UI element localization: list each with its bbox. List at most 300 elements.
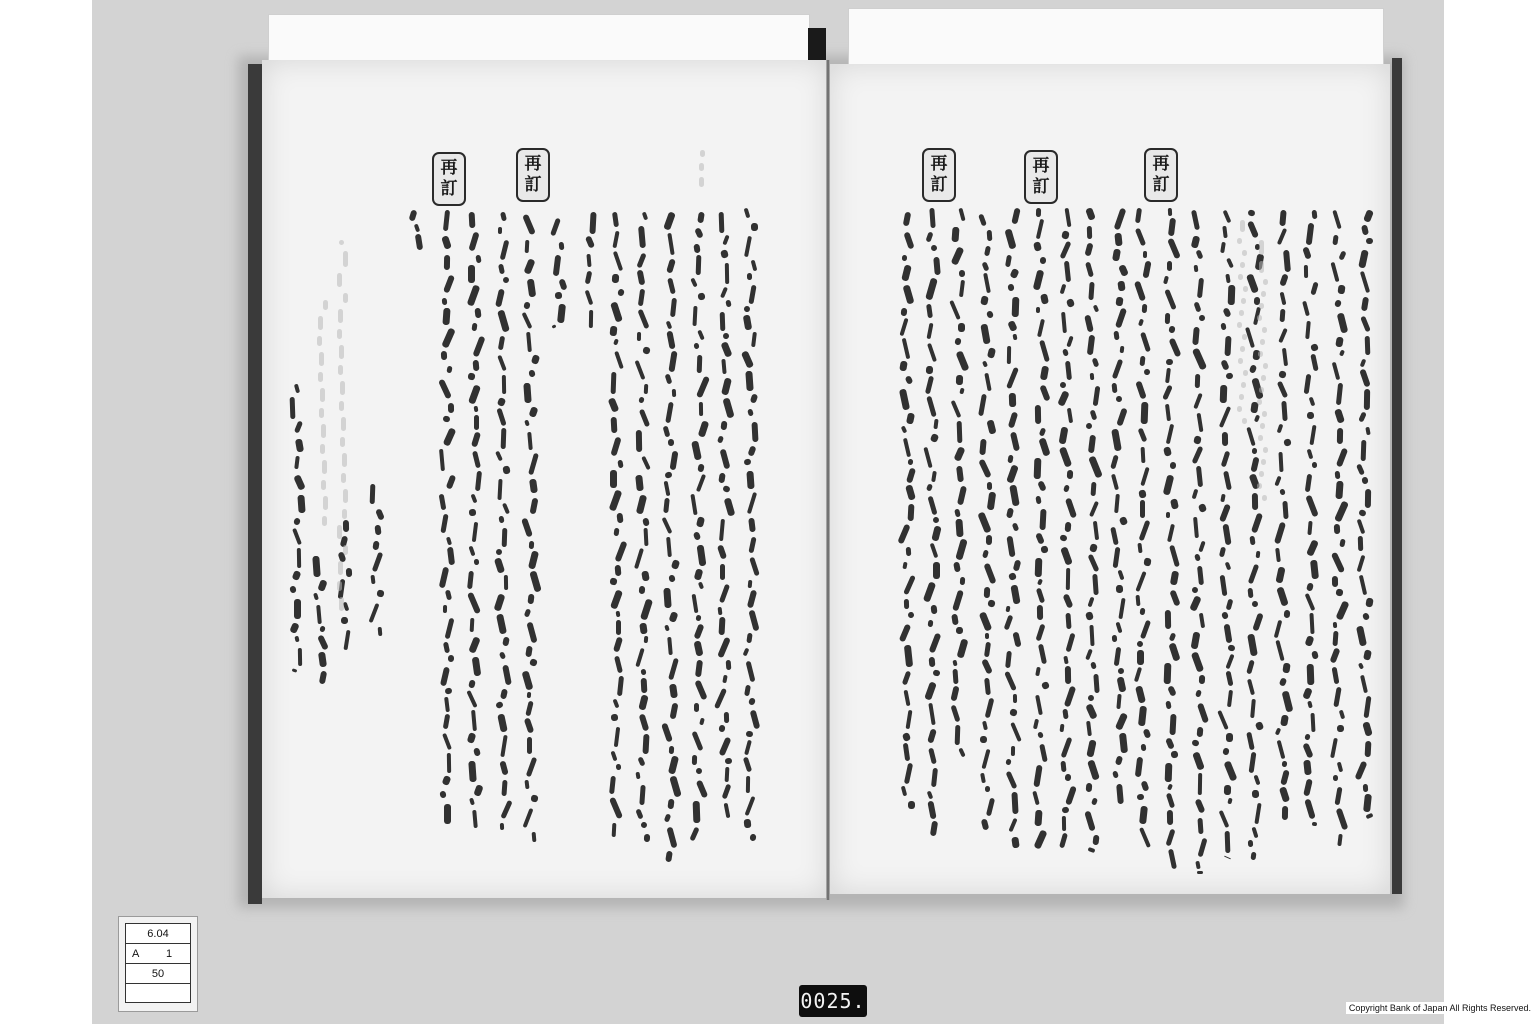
bleed-through-stroke bbox=[1259, 240, 1264, 255]
bleed-through-stroke bbox=[338, 309, 343, 323]
ink-stroke bbox=[470, 618, 475, 632]
ink-stroke bbox=[1166, 359, 1173, 365]
catalog-empty-cell bbox=[125, 983, 191, 1003]
ink-stroke bbox=[1065, 666, 1071, 684]
ink-stroke bbox=[694, 703, 699, 712]
ink-stroke bbox=[444, 255, 450, 270]
ink-stroke bbox=[644, 528, 649, 546]
catalog-label bbox=[118, 916, 198, 1012]
ink-stroke bbox=[1011, 792, 1018, 814]
bleed-through-stroke bbox=[337, 273, 342, 287]
ink-stroke bbox=[447, 753, 451, 773]
ink-stroke bbox=[1039, 509, 1046, 530]
ink-stroke bbox=[1012, 297, 1020, 317]
ink-stroke bbox=[751, 223, 758, 231]
bleed-through-stroke bbox=[342, 453, 347, 467]
ink-stroke bbox=[699, 402, 703, 416]
ink-stroke bbox=[502, 375, 506, 394]
bleed-through-stroke bbox=[1237, 322, 1242, 328]
ink-stroke bbox=[984, 587, 991, 598]
ink-stroke bbox=[644, 384, 649, 394]
ink-stroke bbox=[642, 734, 649, 754]
bleed-through-stroke bbox=[337, 581, 342, 591]
ink-stroke bbox=[697, 355, 703, 373]
bleed-through-stroke bbox=[1243, 370, 1248, 376]
copyright-notice: Copyright Bank of Japan All Rights Reserved. bbox=[1346, 1002, 1534, 1014]
ink-stroke bbox=[589, 310, 593, 328]
ink-stroke bbox=[726, 660, 732, 670]
bleed-through-stroke bbox=[1262, 327, 1267, 333]
seal-char: 再 bbox=[1032, 156, 1050, 176]
ink-stroke bbox=[1117, 281, 1125, 292]
bleed-through-stroke bbox=[340, 381, 345, 395]
ink-stroke bbox=[719, 617, 726, 635]
bleed-through-stroke bbox=[322, 460, 327, 474]
bleed-through-stroke bbox=[1260, 339, 1265, 345]
bleed-through-stroke bbox=[1258, 435, 1263, 441]
ink-stroke bbox=[1034, 810, 1042, 826]
ink-stroke bbox=[448, 655, 454, 662]
ink-stroke bbox=[341, 617, 348, 624]
ink-stroke bbox=[1220, 323, 1226, 331]
ink-stroke bbox=[1312, 210, 1318, 219]
ink-stroke bbox=[1141, 402, 1149, 424]
ink-stroke bbox=[960, 577, 966, 585]
revision-seal bbox=[1144, 148, 1178, 202]
ink-stroke bbox=[641, 570, 650, 581]
ink-stroke bbox=[663, 588, 671, 608]
ink-stroke bbox=[1307, 412, 1314, 419]
ink-stroke bbox=[724, 712, 729, 723]
ink-stroke bbox=[611, 417, 618, 433]
bleed-through-stroke bbox=[339, 345, 344, 359]
ink-stroke bbox=[719, 212, 725, 233]
ink-stroke bbox=[616, 611, 621, 618]
ink-stroke bbox=[297, 495, 305, 513]
ink-stroke bbox=[1225, 831, 1231, 853]
ink-stroke bbox=[1165, 763, 1173, 782]
ink-stroke bbox=[1252, 493, 1258, 510]
ink-stroke bbox=[1060, 761, 1066, 772]
ink-stroke bbox=[1199, 675, 1205, 684]
ink-stroke bbox=[748, 580, 753, 588]
ink-stroke bbox=[532, 832, 537, 842]
ink-stroke bbox=[985, 633, 989, 639]
bleed-through-stroke bbox=[1258, 351, 1263, 357]
ink-stroke bbox=[611, 372, 617, 394]
ink-stroke bbox=[1165, 313, 1170, 324]
binding-gutter bbox=[808, 28, 826, 62]
ink-stroke bbox=[692, 755, 697, 765]
bleed-through-stroke bbox=[1259, 303, 1264, 309]
ink-stroke bbox=[498, 516, 504, 524]
ink-stroke bbox=[501, 428, 507, 449]
revision-seal bbox=[432, 152, 466, 206]
ink-stroke bbox=[1141, 744, 1147, 751]
ink-stroke bbox=[1365, 741, 1372, 757]
ink-stroke bbox=[609, 326, 617, 337]
ink-stroke bbox=[980, 736, 987, 743]
ink-stroke bbox=[523, 383, 531, 403]
seal-char: 再 bbox=[930, 154, 948, 174]
bleed-through-stroke bbox=[1237, 406, 1242, 412]
ink-stroke bbox=[1011, 837, 1019, 849]
seal-char: 再 bbox=[1152, 154, 1170, 174]
frame-number: 0025. bbox=[799, 985, 867, 1017]
bleed-through-stroke bbox=[343, 293, 348, 303]
ink-stroke bbox=[644, 636, 649, 643]
bleed-through-stroke bbox=[699, 177, 704, 187]
bleed-through-stroke bbox=[1261, 375, 1266, 381]
ink-stroke bbox=[1034, 458, 1042, 479]
ink-stroke bbox=[747, 273, 752, 280]
ink-stroke bbox=[1167, 261, 1172, 271]
bleed-through-stroke bbox=[1262, 495, 1267, 501]
ink-stroke bbox=[956, 627, 963, 634]
ink-stroke bbox=[525, 240, 530, 253]
ink-stroke bbox=[1333, 622, 1338, 628]
ink-stroke bbox=[615, 565, 622, 576]
bleed-through-stroke bbox=[343, 251, 348, 267]
ink-stroke bbox=[504, 575, 508, 590]
right-cover-edge bbox=[1392, 58, 1402, 894]
ink-stroke bbox=[1222, 432, 1228, 446]
ink-stroke bbox=[610, 470, 617, 488]
ink-stroke bbox=[957, 421, 963, 443]
ink-stroke bbox=[527, 692, 532, 698]
ink-stroke bbox=[1166, 512, 1170, 518]
ink-stroke bbox=[469, 212, 476, 228]
ink-stroke bbox=[1248, 840, 1253, 847]
bleed-through-stroke bbox=[1263, 363, 1268, 369]
ink-stroke bbox=[294, 599, 301, 619]
ink-stroke bbox=[955, 519, 963, 537]
ink-stroke bbox=[951, 227, 959, 242]
bleed-through-stroke bbox=[1257, 399, 1262, 405]
ink-stroke bbox=[1282, 806, 1288, 820]
ink-stroke bbox=[718, 607, 723, 615]
ink-stroke bbox=[498, 227, 502, 234]
ink-stroke bbox=[644, 834, 650, 842]
ink-stroke bbox=[612, 823, 617, 837]
ink-stroke bbox=[1035, 558, 1043, 577]
ink-stroke bbox=[468, 761, 476, 782]
ink-stroke bbox=[746, 471, 754, 489]
bleed-through-stroke bbox=[338, 365, 343, 375]
ink-stroke bbox=[1358, 536, 1364, 551]
left-cover-edge bbox=[248, 64, 262, 904]
bleed-through-stroke bbox=[1261, 459, 1266, 465]
ink-stroke bbox=[1113, 331, 1119, 341]
left-page-stack bbox=[268, 14, 810, 66]
ink-stroke bbox=[1337, 428, 1343, 444]
bleed-through-stroke bbox=[321, 480, 326, 490]
ink-stroke bbox=[503, 277, 509, 283]
bleed-through-stroke bbox=[699, 163, 704, 171]
seal-char: 訂 bbox=[524, 175, 542, 195]
ink-stroke bbox=[933, 562, 940, 579]
ink-stroke bbox=[668, 439, 674, 446]
seal-char: 再 bbox=[440, 158, 458, 178]
bleed-through-stroke bbox=[342, 509, 347, 519]
ink-stroke bbox=[297, 548, 301, 568]
ink-stroke bbox=[1164, 663, 1172, 684]
revision-seal bbox=[1024, 150, 1058, 204]
ink-stroke bbox=[693, 244, 700, 254]
ink-stroke bbox=[1168, 208, 1172, 216]
ink-stroke bbox=[1252, 790, 1260, 798]
ink-stroke bbox=[744, 819, 752, 829]
bleed-through-stroke bbox=[1241, 382, 1246, 388]
bleed-through-stroke bbox=[1259, 471, 1264, 477]
ink-stroke bbox=[955, 725, 961, 745]
bleed-through-stroke bbox=[1259, 261, 1264, 273]
bleed-through-stroke bbox=[321, 424, 326, 438]
ink-stroke bbox=[637, 332, 641, 341]
ink-stroke bbox=[442, 298, 448, 305]
bleed-through-stroke bbox=[318, 372, 323, 382]
right-page-stack bbox=[848, 8, 1384, 66]
bleed-through-stroke bbox=[1263, 279, 1268, 285]
ink-stroke bbox=[502, 528, 508, 547]
ink-stroke bbox=[1197, 871, 1203, 874]
ink-stroke bbox=[1303, 760, 1312, 776]
ink-stroke bbox=[725, 767, 730, 782]
ink-stroke bbox=[346, 568, 352, 577]
bleed-through-stroke bbox=[340, 437, 345, 447]
ink-stroke bbox=[1332, 631, 1338, 646]
ink-stroke bbox=[1066, 568, 1070, 590]
bleed-through-stroke bbox=[343, 545, 348, 555]
catalog-volume: 50 bbox=[125, 963, 191, 985]
ink-stroke bbox=[1247, 588, 1253, 598]
ink-stroke bbox=[1335, 471, 1341, 479]
bleed-through-stroke bbox=[1238, 274, 1243, 280]
ink-stroke bbox=[1194, 265, 1199, 272]
bleed-through-stroke bbox=[318, 316, 323, 330]
ink-stroke bbox=[1037, 605, 1043, 620]
bleed-through-stroke bbox=[320, 388, 325, 402]
bleed-through-stroke bbox=[1260, 423, 1265, 429]
ink-stroke bbox=[1141, 447, 1146, 463]
ink-stroke bbox=[639, 623, 647, 635]
bleed-through-stroke bbox=[343, 489, 348, 503]
ink-stroke bbox=[959, 270, 965, 277]
ink-stroke bbox=[958, 323, 965, 332]
ink-stroke bbox=[1170, 462, 1176, 469]
ink-stroke bbox=[1249, 536, 1255, 546]
ink-stroke bbox=[378, 627, 383, 636]
ink-stroke bbox=[1332, 576, 1338, 587]
ink-stroke bbox=[906, 547, 912, 556]
ink-stroke bbox=[1142, 304, 1148, 313]
ink-stroke bbox=[1366, 238, 1373, 244]
ink-stroke bbox=[641, 678, 648, 693]
ink-stroke bbox=[720, 564, 725, 580]
bleed-through-stroke bbox=[1237, 238, 1242, 244]
ink-stroke bbox=[1116, 585, 1124, 593]
catalog-code: 6.04 bbox=[125, 923, 191, 945]
revision-seal bbox=[516, 148, 550, 202]
ink-stroke bbox=[559, 242, 565, 250]
ink-stroke bbox=[987, 482, 992, 490]
bleed-through-stroke bbox=[1239, 310, 1244, 316]
ink-stroke bbox=[1062, 816, 1066, 831]
bleed-through-stroke bbox=[323, 496, 328, 510]
ink-stroke bbox=[1312, 822, 1317, 827]
bleed-through-stroke bbox=[319, 408, 324, 418]
ink-stroke bbox=[952, 669, 958, 684]
ink-stroke bbox=[908, 504, 915, 521]
bleed-through-stroke bbox=[339, 401, 344, 411]
bleed-through-stroke bbox=[1257, 483, 1262, 489]
ink-stroke bbox=[1197, 818, 1203, 834]
ink-stroke bbox=[1224, 785, 1231, 795]
bleed-through-stroke bbox=[1242, 418, 1247, 424]
ink-stroke bbox=[1137, 650, 1144, 665]
ink-stroke bbox=[443, 605, 447, 613]
seal-char: 訂 bbox=[930, 175, 948, 195]
ink-stroke bbox=[930, 605, 937, 615]
revision-seal bbox=[922, 148, 956, 202]
ink-stroke bbox=[312, 556, 320, 577]
ink-stroke bbox=[343, 520, 349, 532]
ink-stroke bbox=[1195, 374, 1200, 388]
catalog-series-letter: A bbox=[132, 948, 140, 960]
bleed-through-stroke bbox=[338, 561, 343, 575]
bleed-through-stroke bbox=[320, 444, 325, 454]
ink-stroke bbox=[616, 620, 621, 635]
ink-stroke bbox=[589, 212, 596, 234]
bleed-through-stroke bbox=[337, 525, 342, 539]
bleed-through-stroke bbox=[1240, 346, 1245, 352]
ink-stroke bbox=[1363, 784, 1369, 792]
ink-stroke bbox=[725, 263, 729, 284]
ink-stroke bbox=[751, 422, 758, 442]
ink-stroke bbox=[696, 255, 702, 275]
ink-stroke bbox=[1169, 714, 1176, 735]
ink-stroke bbox=[500, 823, 504, 830]
ink-stroke bbox=[1009, 393, 1016, 407]
ink-stroke bbox=[444, 804, 451, 824]
seal-char: 訂 bbox=[440, 179, 458, 199]
bleed-through-stroke bbox=[1241, 298, 1246, 304]
bleed-through-stroke bbox=[700, 150, 705, 157]
ink-stroke bbox=[448, 403, 454, 413]
ink-stroke bbox=[693, 801, 701, 823]
ink-stroke bbox=[929, 657, 936, 667]
ink-stroke bbox=[1013, 694, 1017, 703]
bleed-through-stroke bbox=[341, 473, 346, 483]
ink-stroke bbox=[527, 737, 532, 754]
bleed-through-stroke bbox=[337, 329, 342, 339]
ink-stroke bbox=[1307, 664, 1315, 685]
catalog-series bbox=[125, 943, 191, 965]
bleed-through-stroke bbox=[1259, 387, 1264, 393]
ink-stroke bbox=[1335, 481, 1343, 499]
bleed-through-stroke bbox=[317, 336, 322, 346]
ink-stroke bbox=[1228, 285, 1236, 305]
ink-stroke bbox=[1333, 775, 1338, 781]
ink-stroke bbox=[986, 535, 992, 545]
ink-stroke bbox=[669, 746, 675, 754]
bleed-through-stroke bbox=[1240, 220, 1245, 232]
ink-stroke bbox=[474, 308, 481, 319]
bleed-through-stroke bbox=[323, 300, 328, 310]
bleed-through-stroke bbox=[1262, 411, 1267, 417]
ink-stroke bbox=[1167, 810, 1173, 825]
ink-stroke bbox=[1111, 383, 1117, 393]
ink-stroke bbox=[1143, 251, 1147, 258]
ink-stroke bbox=[1140, 500, 1145, 518]
ink-stroke bbox=[987, 230, 993, 241]
ink-stroke bbox=[1226, 733, 1233, 742]
bleed-through-stroke bbox=[341, 417, 346, 431]
ink-stroke bbox=[442, 308, 450, 325]
seal-char: 再 bbox=[524, 154, 542, 174]
ink-stroke bbox=[1036, 208, 1041, 217]
bleed-through-stroke bbox=[322, 516, 327, 526]
ink-stroke bbox=[745, 371, 753, 391]
ink-stroke bbox=[529, 541, 535, 549]
ink-stroke bbox=[1011, 746, 1015, 756]
ink-stroke bbox=[374, 525, 381, 536]
ink-stroke bbox=[473, 360, 480, 371]
ink-stroke bbox=[1364, 389, 1370, 410]
ink-stroke bbox=[1091, 482, 1097, 496]
ink-stroke bbox=[926, 366, 934, 374]
ink-stroke bbox=[290, 397, 296, 419]
seal-char: 訂 bbox=[1032, 177, 1050, 197]
ink-stroke bbox=[1220, 385, 1228, 403]
ink-stroke bbox=[616, 513, 623, 524]
ink-stroke bbox=[1365, 489, 1371, 508]
book-spine bbox=[826, 60, 830, 900]
ink-stroke bbox=[1036, 307, 1040, 313]
ink-stroke bbox=[956, 375, 963, 385]
bleed-through-stroke bbox=[339, 240, 344, 245]
bleed-through-stroke bbox=[319, 352, 324, 366]
catalog-series-number: 1 bbox=[166, 948, 173, 960]
bleed-through-stroke bbox=[1240, 262, 1245, 268]
ink-stroke bbox=[636, 430, 642, 452]
ink-stroke bbox=[1165, 610, 1171, 629]
ink-stroke bbox=[672, 389, 676, 397]
ink-stroke bbox=[1087, 226, 1092, 239]
bleed-through-stroke bbox=[1263, 447, 1268, 453]
ink-stroke bbox=[1012, 334, 1017, 341]
ink-stroke bbox=[1136, 595, 1141, 606]
ink-stroke bbox=[1361, 440, 1367, 461]
bleed-through-stroke bbox=[1243, 286, 1248, 292]
bleed-through-stroke bbox=[1239, 394, 1244, 400]
ink-stroke bbox=[1304, 265, 1308, 278]
bleed-through-stroke bbox=[339, 597, 344, 611]
ink-stroke bbox=[298, 648, 302, 666]
ink-stroke bbox=[1312, 462, 1317, 468]
ink-stroke bbox=[904, 599, 909, 609]
ink-stroke bbox=[1007, 346, 1011, 364]
ink-stroke bbox=[1280, 309, 1286, 322]
bleed-through-stroke bbox=[1238, 358, 1243, 364]
ink-stroke bbox=[1114, 233, 1122, 247]
ink-stroke bbox=[441, 351, 447, 360]
ink-stroke bbox=[1334, 524, 1341, 534]
bleed-through-stroke bbox=[1242, 250, 1247, 256]
ink-stroke bbox=[908, 801, 915, 809]
ink-stroke bbox=[1224, 336, 1231, 356]
ink-stroke bbox=[370, 484, 376, 504]
